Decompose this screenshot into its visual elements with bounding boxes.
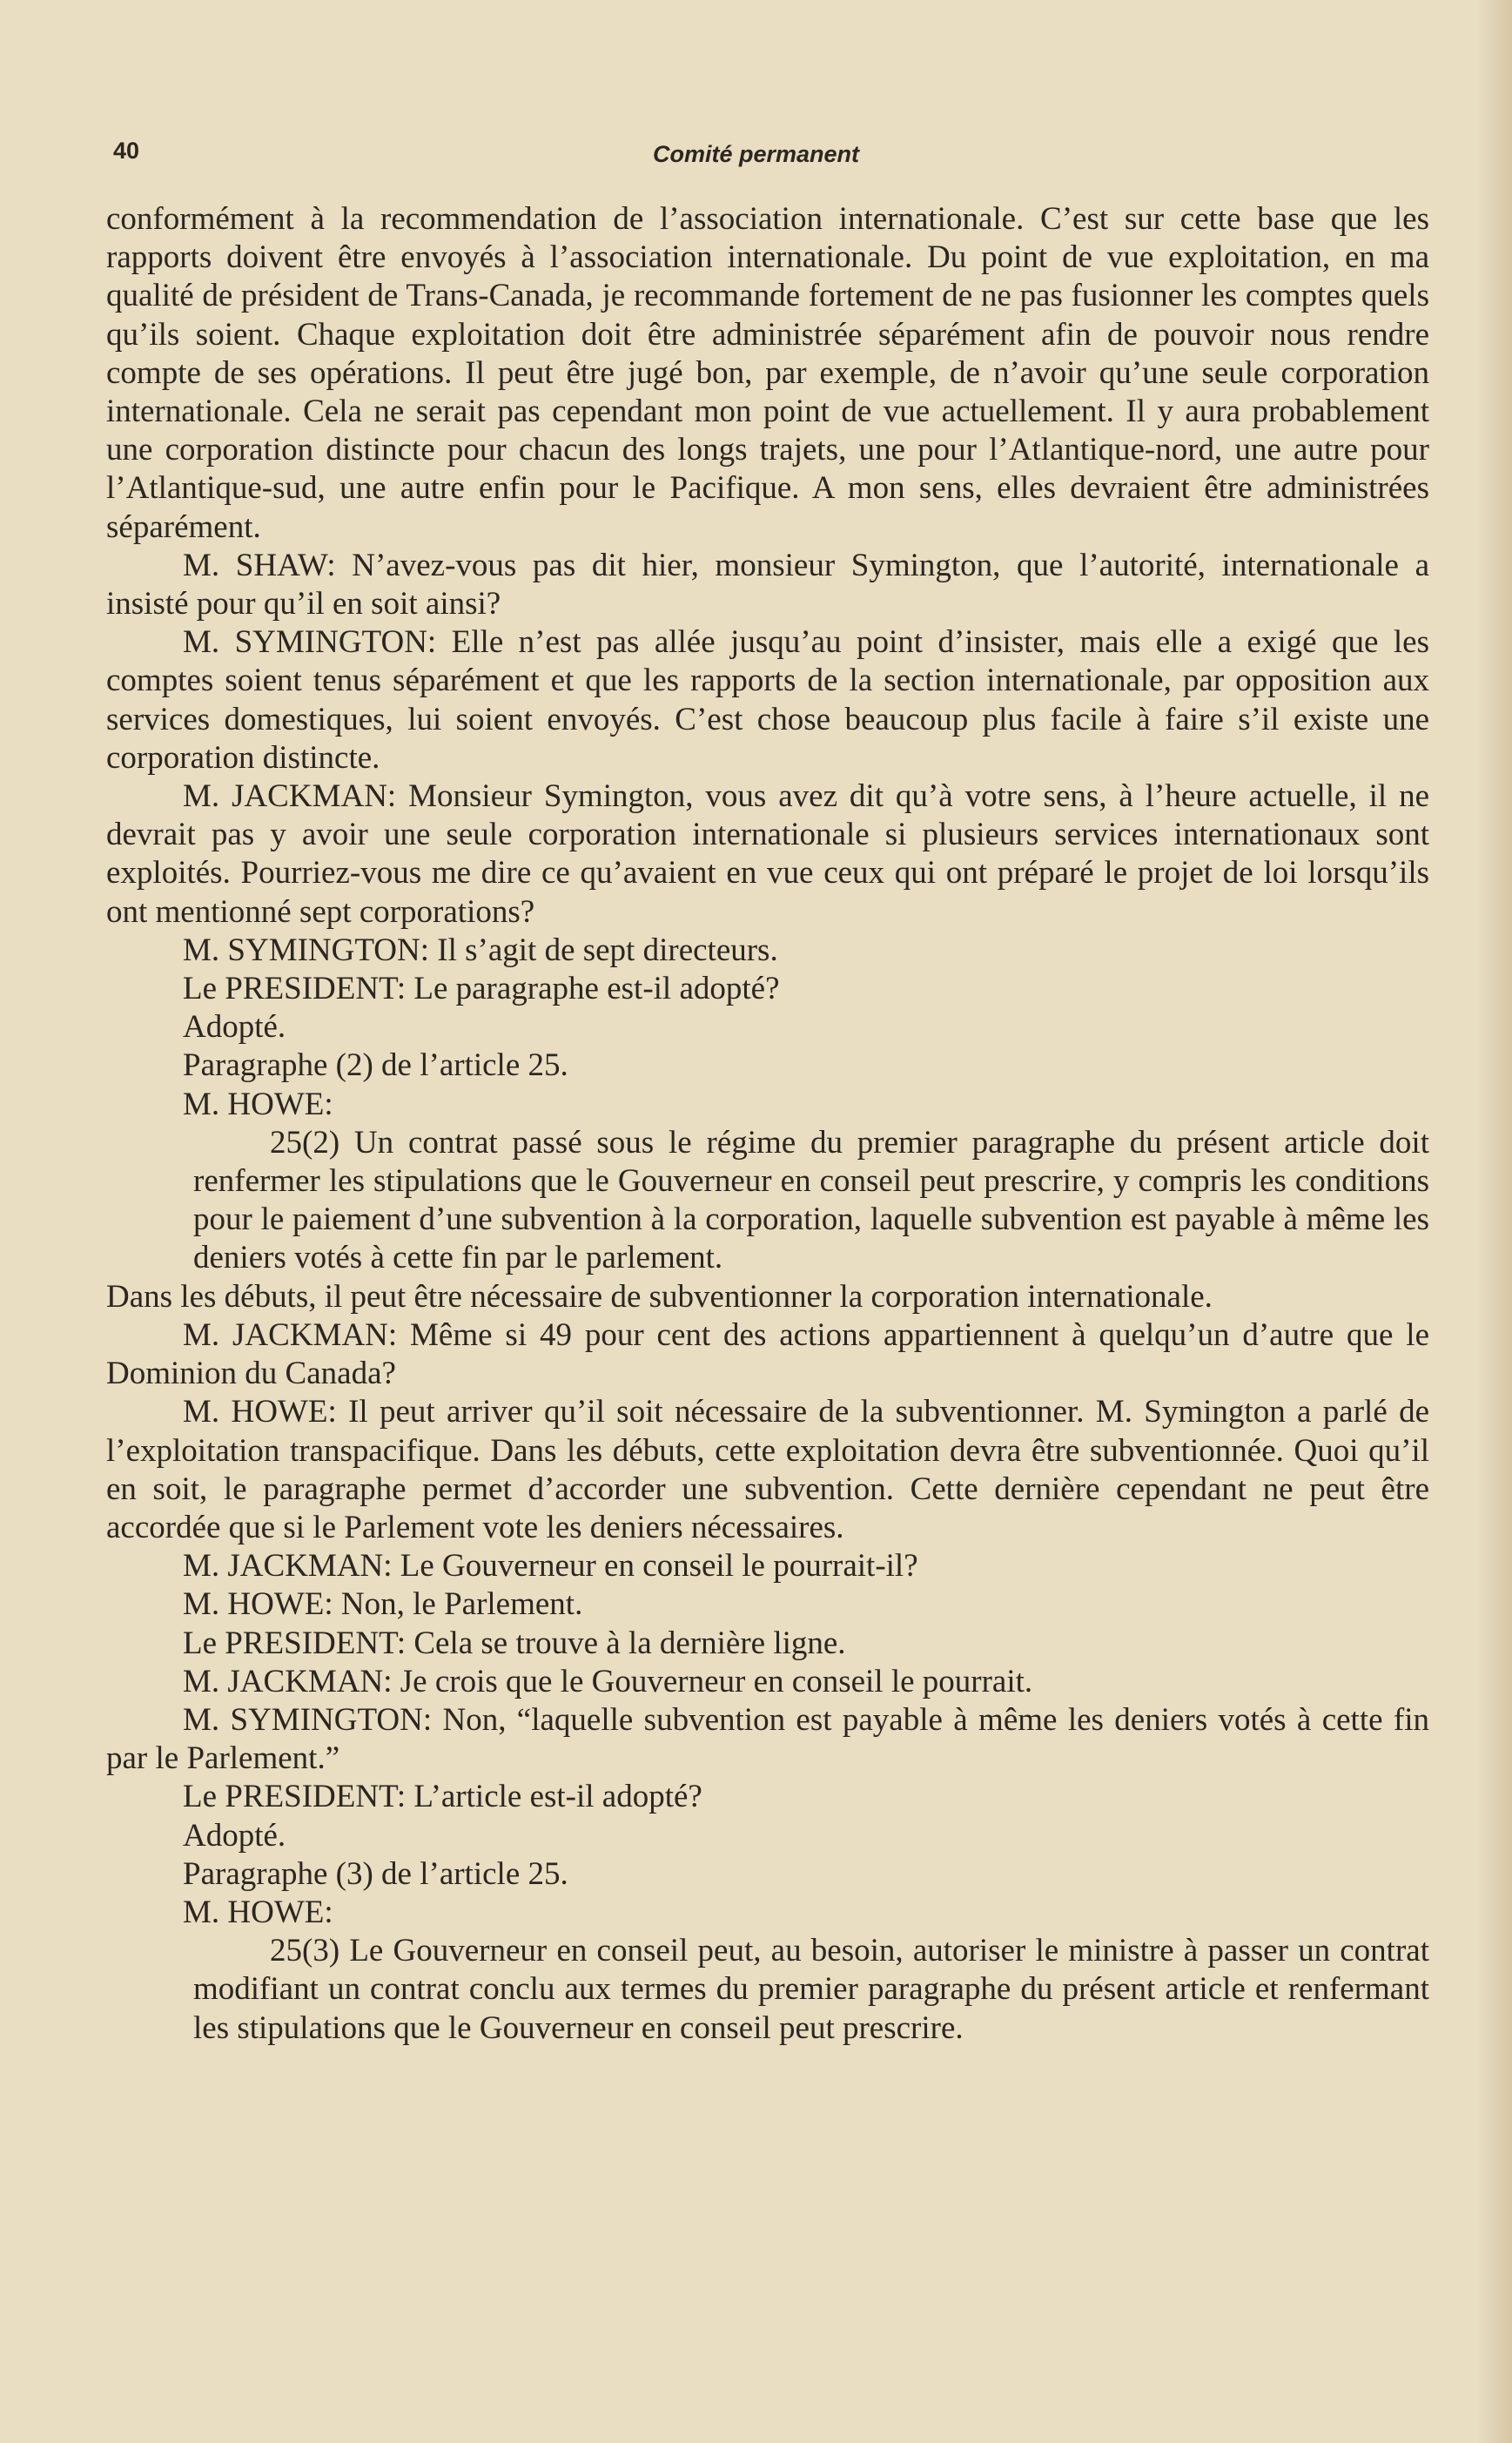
paragraph: M. HOWE: Il peut arriver qu’il soit nécessaire de la subventionner. M. Symington a parlé de l’exploitation transpacifique. Dans les débuts, cette exploitation devra être subventionnée. Quoi qu’il en soit, le paragraphe permet d’accorder une subvention. Cette dernière cependant ne peut être accordée que si le Parlement vote les deniers nécessaires.: [106, 1394, 1429, 1545]
paragraph: Paragraphe (3) de l’article 25.: [183, 1855, 568, 1892]
paragraph: M. JACKMAN: Monsieur Symington, vous avez dit qu’à votre sens, à l’heure actuelle, il ne devrait pas y avoir une seule corporation internationale si plusieurs services internationaux sont exploités. Pourriez-vous me dire ce qu’avaient en vue ceux qui ont préparé le projet de loi lorsqu’ils ont mentionné sept corporations?: [106, 778, 1429, 930]
paragraph: M. SYMINGTON: Non, “laquelle subvention est payable à même les deniers votés à cette fin par le Parlement.”: [106, 1701, 1429, 1777]
paragraph: conformément à la recommendation de l’association internationale. C’est sur cette base que les rapports doivent être envoyés à l’association internationale. Du point de vue exploitation, en ma qualité de président de Trans-Canada, je recommande fortement de ne pas fusionner les comptes quels qu’ils soient. Chaque exploitation doit être administrée séparément afin de pouvoir nous rendre compte de ses opérations. Il peut être jugé bon, par exemple, de n’avoir qu’une seule corporation internationale. Cela ne serait pas cependant mon point de vue actuellement. Il y aura probablement une corporation distincte pour chacun des longs trajets, une pour l’Atlantique-nord, une autre pour l’Atlantique-sud, une autre enfin pour le Pacifique. A mon sens, elles devraient être administrées séparément.: [106, 201, 1429, 545]
paragraph: M. HOWE: Non, le Parlement.: [183, 1586, 583, 1623]
paragraph: M. SHAW: N’avez-vous pas dit hier, monsieur Symington, que l’autorité, internationale a insisté pour qu’il en soit ainsi?: [106, 547, 1429, 623]
paragraph: M. SYMINGTON: Il s’agit de sept directeurs.: [183, 932, 778, 968]
document-body: [106, 200, 1429, 2048]
quoted-clause: 25(3) Le Gouverneur en conseil peut, au besoin, autoriser le ministre à passer un contrat modifiant un contrat conclu aux termes du premier paragraphe du présent article et renfermant les stipulations que le Gouverneur en conseil peut prescrire.: [193, 1933, 1429, 2046]
paragraph: Le PRESIDENT: L’article est-il adopté?: [183, 1779, 702, 1815]
page-edge-shadow: [1477, 0, 1512, 2443]
paragraph: Paragraphe (2) de l’article 25.: [183, 1047, 568, 1084]
paragraph: M. HOWE:: [183, 1086, 333, 1122]
paragraph: M. JACKMAN: Même si 49 pour cent des actions appartiennent à quelqu’un d’autre que le Dominion du Canada?: [106, 1316, 1429, 1392]
running-title: Comité permanent: [653, 141, 860, 167]
paragraph: M. HOWE:: [183, 1894, 333, 1930]
page-header: [113, 138, 1436, 172]
paragraph: Le PRESIDENT: Le paragraphe est-il adopté?: [183, 971, 780, 1007]
paragraph: Adopté.: [183, 1817, 286, 1854]
quoted-clause: 25(2) Un contrat passé sous le régime du premier paragraphe du présent article doit renfermer les stipulations que le Gouverneur en conseil peut prescrire, y compris les conditions pour le paiement d’une subvention à la corporation, laquelle subvention est payable à même les deniers votés à cette fin par le parlement.: [193, 1124, 1429, 1276]
page-number: 40: [113, 138, 140, 164]
paragraph: M. SYMINGTON: Elle n’est pas allée jusqu’au point d’insister, mais elle a exigé que les comptes soient tenus séparément et que les rapports de la section internationale, par opposition aux services domestiques, lui soient envoyés. C’est chose beaucoup plus facile à faire s’il existe une corporation distincte.: [106, 624, 1429, 776]
paragraph: Dans les débuts, il peut être nécessaire de subventionner la corporation internationale.: [106, 1278, 1213, 1315]
paragraph: M. JACKMAN: Le Gouverneur en conseil le pourrait-il?: [183, 1548, 918, 1585]
paragraph: Le PRESIDENT: Cela se trouve à la dernière ligne.: [183, 1625, 846, 1661]
paragraph: Adopté.: [183, 1009, 286, 1046]
paragraph: M. JACKMAN: Je crois que le Gouverneur en conseil le pourrait.: [183, 1663, 1033, 1699]
